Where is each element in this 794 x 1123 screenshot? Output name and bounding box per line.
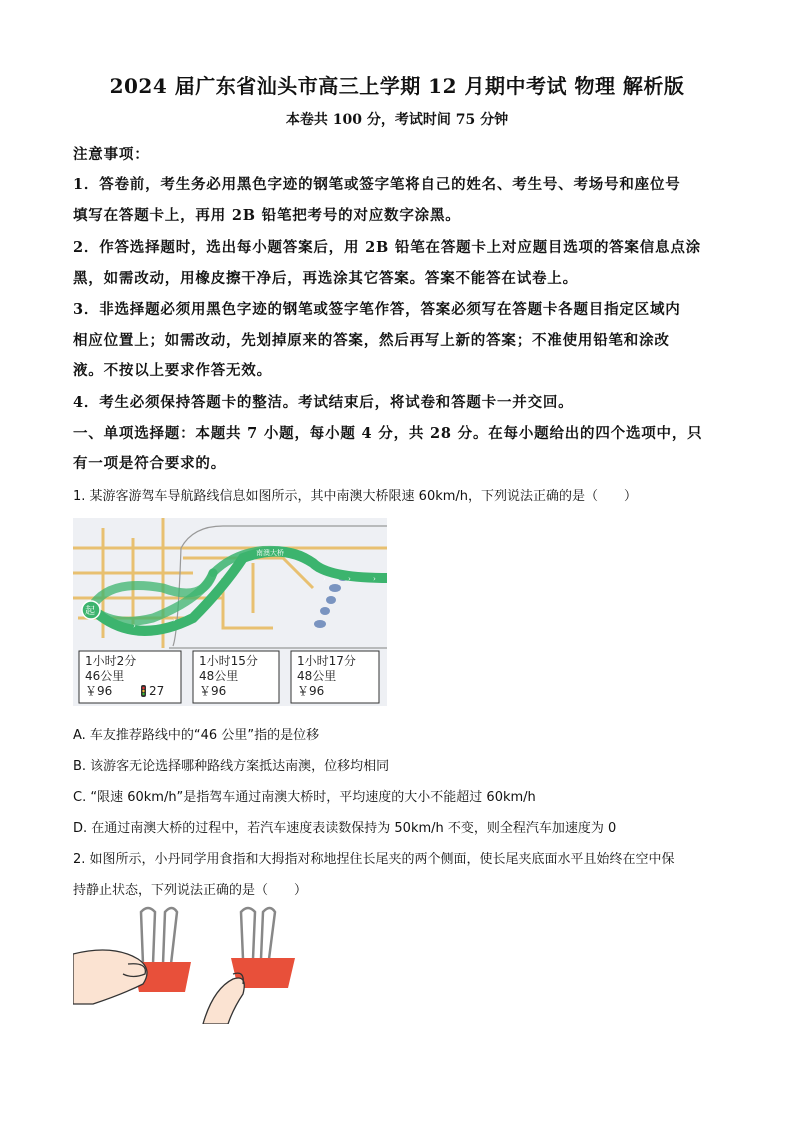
route-time: 1小时17分 (297, 654, 356, 668)
notice-line: 4．考生必须保持答题卡的整洁。考试结束后，将试卷和答题卡一并交回。 (73, 394, 574, 411)
route-time: 1小时15分 (199, 654, 258, 668)
route-time: 1小时2分 (85, 654, 137, 668)
traffic-light-yellow (142, 690, 144, 692)
notice-line: 3．非选择题必须用黑色字迹的钢笔或签字笔作答，答案必须写在答题卡各题目指定区域内 (73, 301, 681, 318)
route-arrow: › (173, 616, 176, 624)
notice-line: 黑，如需改动，用橡皮擦干净后，再选涂其它答案。答案不能答在试卷上。 (73, 270, 578, 287)
section-heading: 一、单项选择题：本题共 7 小题，每小题 4 分，共 28 分。在每小题给出的四个选项中，只 (73, 425, 703, 442)
clip-wire (163, 908, 177, 964)
notice-line: 2．作答选择题时，选出每小题答案后，用 2B 铅笔在答题卡上对应题目选项的答案信息点涂 (73, 239, 701, 256)
question-2-stem: 2. 如图所示，小丹同学用食指和大拇指对称地捏住长尾夹的两个侧面，使长尾夹底面水平且始终在空中保 (73, 852, 675, 867)
question-1-option-c: C. “限速 60km/h”是指驾车通过南澳大桥时，平均速度的大小不能超过 60km/h (73, 790, 536, 805)
section-heading: 有一项是符合要求的。 (73, 455, 226, 472)
question-1-option-b: B. 该游客无论选择哪种路线方案抵达南澳，位移均相同 (73, 759, 390, 774)
route-fee: ￥96 (85, 684, 113, 698)
notice-line: 1．答卷前，考生务必用黑色字迹的钢笔或签字笔将自己的姓名、考生号、考场号和座位号 (73, 176, 681, 193)
navigation-map-figure (73, 518, 387, 706)
clip-wire (241, 908, 255, 959)
bridge-label: 南澳大桥 (256, 549, 284, 557)
notice-heading: 注意事项： (73, 146, 150, 163)
hand-right (203, 978, 244, 1024)
route-fee: ￥96 (297, 684, 325, 698)
question-1-stem: 1. 某游客游驾车导航路线信息如图所示，其中南澳大桥限速 60km/h，下列说法正确的是（ ） (73, 489, 638, 504)
notice-line: 液。不按以上要求作答无效。 (73, 362, 272, 379)
route-distance: 48公里 (199, 669, 239, 683)
binder-clip-figure (73, 904, 303, 1024)
route-lights: 27 (149, 684, 165, 698)
route-card (79, 651, 181, 703)
route-distance: 48公里 (297, 669, 337, 683)
clip-right (203, 908, 295, 1024)
clip-left (73, 908, 191, 1004)
notice-line: 填写在答题卡上，再用 2B 铅笔把考号的对应数字涂黑。 (73, 207, 461, 224)
route-distance: 46公里 (85, 669, 125, 683)
clip-wire (261, 908, 275, 959)
question-1-option-a: A. 车友推荐路线中的“46 公里”指的是位移 (73, 728, 320, 743)
route-arrow: › (323, 575, 326, 583)
route-arrow: › (133, 622, 136, 630)
route-card (291, 651, 379, 703)
traffic-light-green (142, 693, 144, 695)
traffic-light-red (142, 687, 144, 689)
route-arrow: › (348, 575, 351, 583)
start-label: 起 (85, 606, 95, 617)
exam-info: 本卷共 100 分，考试时间 75 分钟 (285, 112, 509, 128)
route-card (193, 651, 279, 703)
route-arrow: › (373, 575, 376, 583)
page-title: 2024 届广东省汕头市高三上学期 12 月期中考试 物理 解析版 (109, 74, 685, 98)
question-2-stem: 持静止状态，下列说法正确的是（ ） (73, 883, 308, 898)
question-1-option-d: D. 在通过南澳大桥的过程中，若汽车速度表读数保持为 50km/h 不变，则全程汽车加速度为 0 (73, 821, 617, 836)
notice-line: 相应位置上；如需改动，先划掉原来的答案，然后再写上新的答案；不准使用铅笔和涂改 (73, 332, 670, 349)
clip-wire (141, 908, 155, 964)
route-fee: ￥96 (199, 684, 227, 698)
